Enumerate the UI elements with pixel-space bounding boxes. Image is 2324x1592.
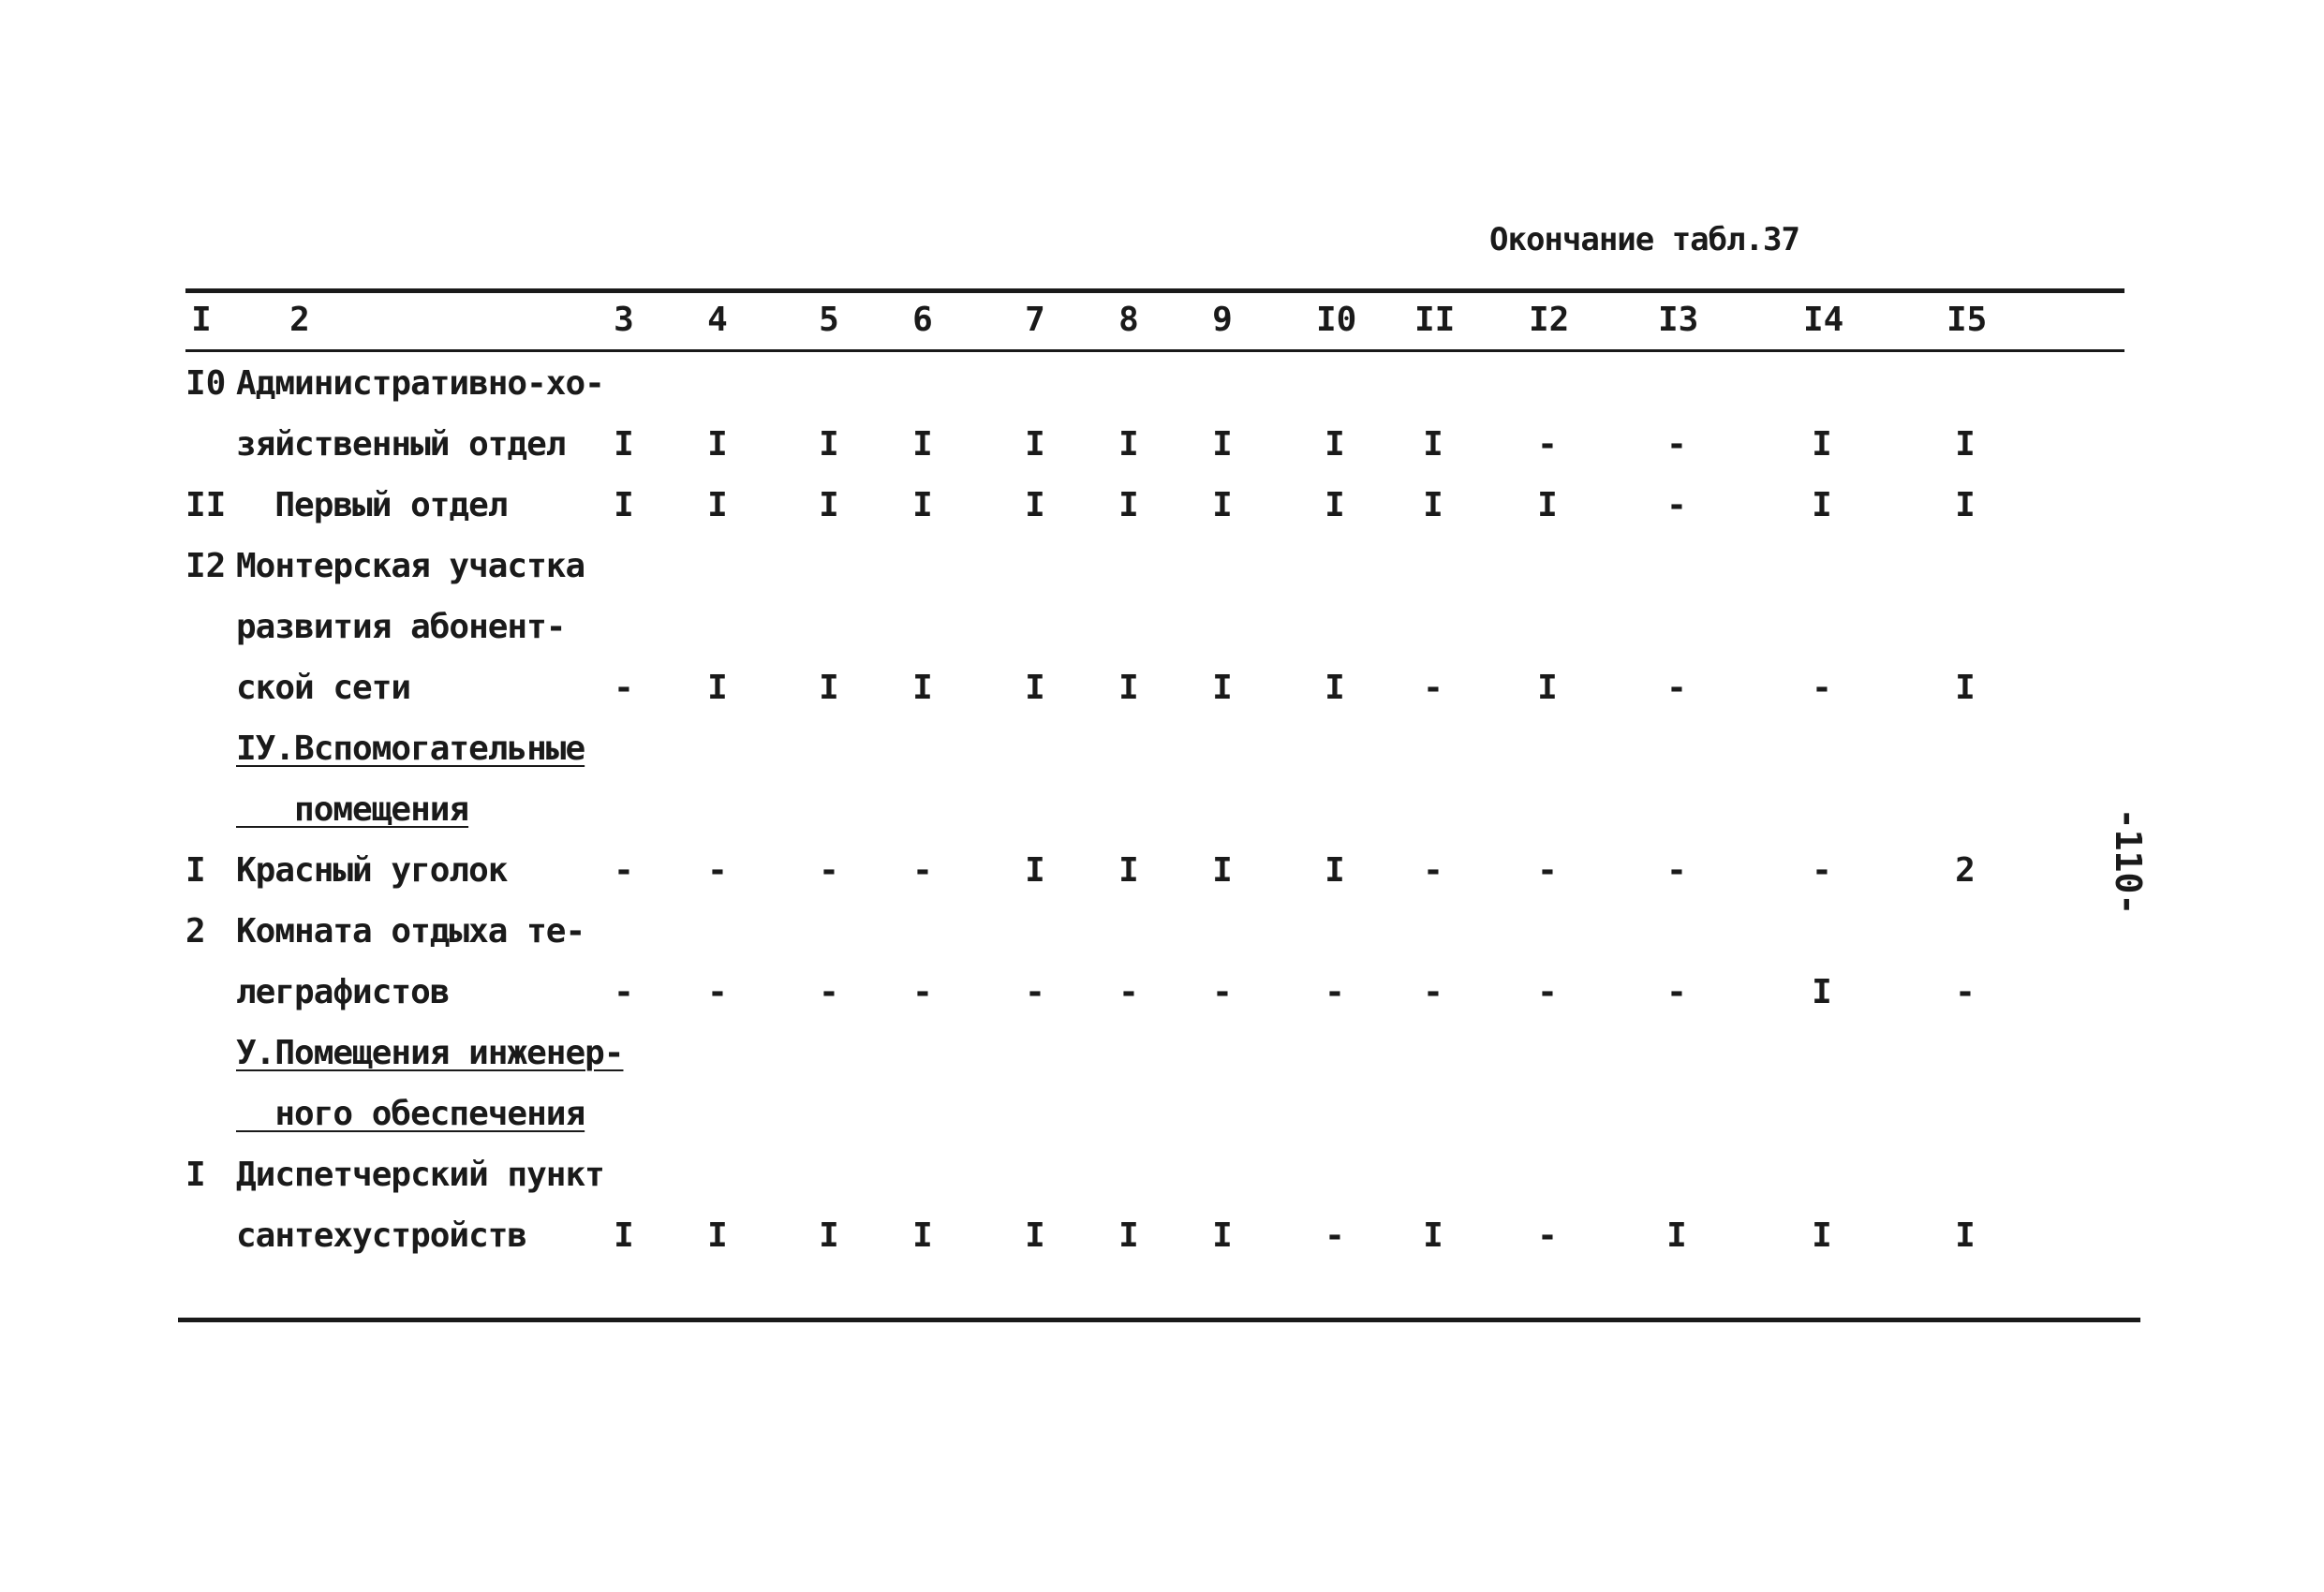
table-cell: - bbox=[819, 973, 839, 1011]
table-cell: - bbox=[1666, 669, 1687, 707]
section-heading: ного обеспечения bbox=[236, 1095, 585, 1133]
table-cell: I bbox=[1537, 486, 1558, 524]
table-caption: Окончание табл.37 bbox=[1489, 221, 1799, 258]
table-cell: I bbox=[819, 425, 839, 464]
row-label: зяйственный отдел bbox=[236, 425, 566, 464]
table-cell: I bbox=[912, 425, 933, 464]
table-cell: I bbox=[1537, 669, 1558, 707]
column-header: 3 bbox=[614, 301, 634, 339]
table-cell: I bbox=[1812, 425, 1832, 464]
table-cell: I bbox=[707, 669, 728, 707]
column-header: 9 bbox=[1212, 301, 1233, 339]
table-cell: - bbox=[1423, 851, 1443, 890]
table-cell: I bbox=[1423, 425, 1443, 464]
table-cell: I bbox=[912, 669, 933, 707]
table-cell: I bbox=[1666, 1216, 1687, 1255]
table-cell: I bbox=[1212, 486, 1233, 524]
table-cell: I bbox=[1955, 669, 1976, 707]
table-cell: - bbox=[1025, 973, 1045, 1011]
column-header: I0 bbox=[1316, 301, 1357, 339]
table-cell: - bbox=[614, 851, 634, 890]
table-cell: - bbox=[1666, 973, 1687, 1011]
table-top-rule bbox=[185, 288, 2124, 293]
row-label: Диспетчерский пункт bbox=[236, 1156, 604, 1194]
table-cell: - bbox=[1423, 973, 1443, 1011]
row-label: Комната отдыха те- bbox=[236, 912, 585, 951]
table-cell: I bbox=[707, 486, 728, 524]
table-cell: 2 bbox=[1955, 851, 1976, 890]
column-header: I3 bbox=[1658, 301, 1699, 339]
column-header: 2 bbox=[289, 301, 310, 339]
table-cell: - bbox=[1537, 851, 1558, 890]
row-label: развития абонент- bbox=[236, 608, 566, 646]
row-label: ской сети bbox=[236, 669, 411, 707]
table-cell: - bbox=[1537, 1216, 1558, 1255]
table-cell: - bbox=[707, 851, 728, 890]
table-cell: I bbox=[1212, 669, 1233, 707]
row-label: Красный уголок bbox=[236, 851, 508, 890]
table-cell: - bbox=[614, 669, 634, 707]
table-cell: I bbox=[1812, 973, 1832, 1011]
table-cell: - bbox=[1212, 973, 1233, 1011]
section-heading: помещения bbox=[236, 790, 469, 829]
table-cell: - bbox=[1666, 425, 1687, 464]
column-header: 4 bbox=[707, 301, 728, 339]
table-cell: I bbox=[1812, 486, 1832, 524]
table-cell: - bbox=[912, 973, 933, 1011]
table-cell: I bbox=[1423, 486, 1443, 524]
table-cell: I bbox=[1325, 486, 1345, 524]
table-cell: - bbox=[1325, 973, 1345, 1011]
table-cell: I bbox=[819, 669, 839, 707]
table-cell: I bbox=[1955, 486, 1976, 524]
table-cell: - bbox=[1537, 425, 1558, 464]
table-header-rule bbox=[185, 349, 2124, 352]
table-cell: I bbox=[1325, 425, 1345, 464]
table-cell: I bbox=[1212, 851, 1233, 890]
section-heading: IУ.Вспомогательные bbox=[236, 730, 585, 768]
table-cell: I bbox=[707, 1216, 728, 1255]
table-cell: I bbox=[1955, 425, 1976, 464]
table-cell: I bbox=[1325, 851, 1345, 890]
row-number: I2 bbox=[185, 547, 227, 585]
table-cell: I bbox=[1212, 1216, 1233, 1255]
table-cell: - bbox=[1537, 973, 1558, 1011]
column-header: 7 bbox=[1025, 301, 1045, 339]
table-cell: I bbox=[1118, 851, 1139, 890]
row-label: Монтерская участка bbox=[236, 547, 585, 585]
table-cell: I bbox=[1118, 486, 1139, 524]
table-cell: - bbox=[1812, 669, 1832, 707]
column-header: 6 bbox=[912, 301, 933, 339]
table-cell: - bbox=[1325, 1216, 1345, 1255]
column-header: I5 bbox=[1947, 301, 1988, 339]
row-number: I bbox=[185, 1156, 206, 1194]
table-cell: I bbox=[614, 486, 634, 524]
table-cell: I bbox=[1025, 851, 1045, 890]
row-number: 2 bbox=[185, 912, 206, 951]
row-label: сантехустройств bbox=[236, 1216, 527, 1255]
table-cell: - bbox=[1666, 851, 1687, 890]
table-cell: I bbox=[819, 1216, 839, 1255]
row-number: I bbox=[185, 851, 206, 890]
table-cell: I bbox=[1025, 425, 1045, 464]
table-cell: - bbox=[707, 973, 728, 1011]
table-cell: - bbox=[912, 851, 933, 890]
column-header: 8 bbox=[1118, 301, 1139, 339]
table-cell: - bbox=[1423, 669, 1443, 707]
table-cell: I bbox=[1118, 1216, 1139, 1255]
table-cell: I bbox=[912, 486, 933, 524]
table-cell: I bbox=[1118, 669, 1139, 707]
table-cell: I bbox=[1212, 425, 1233, 464]
table-cell: I bbox=[1025, 1216, 1045, 1255]
table-cell: - bbox=[819, 851, 839, 890]
table-cell: - bbox=[1118, 973, 1139, 1011]
table-cell: I bbox=[1812, 1216, 1832, 1255]
table-cell: I bbox=[1025, 669, 1045, 707]
row-number: I0 bbox=[185, 364, 227, 403]
table-cell: I bbox=[614, 1216, 634, 1255]
row-number: II bbox=[185, 486, 227, 524]
table-cell: I bbox=[1423, 1216, 1443, 1255]
row-label: Первый отдел bbox=[236, 486, 508, 524]
column-header: 5 bbox=[819, 301, 839, 339]
column-header: I2 bbox=[1529, 301, 1570, 339]
table-cell: - bbox=[1812, 851, 1832, 890]
row-label: леграфистов bbox=[236, 973, 450, 1011]
column-header: II bbox=[1414, 301, 1456, 339]
page-number: -110- bbox=[2108, 807, 2149, 916]
row-label: Административно-хо- bbox=[236, 364, 604, 403]
table-cell: - bbox=[1955, 973, 1976, 1011]
table-cell: I bbox=[1955, 1216, 1976, 1255]
table-cell: - bbox=[614, 973, 634, 1011]
table-cell: I bbox=[1025, 486, 1045, 524]
table-cell: I bbox=[614, 425, 634, 464]
table-cell: I bbox=[1325, 669, 1345, 707]
column-header: I bbox=[191, 301, 212, 339]
column-header: I4 bbox=[1803, 301, 1844, 339]
table-bottom-rule bbox=[178, 1318, 2140, 1322]
table-cell: I bbox=[819, 486, 839, 524]
table-cell: I bbox=[912, 1216, 933, 1255]
table-cell: - bbox=[1666, 486, 1687, 524]
section-heading: У.Помещения инженер- bbox=[236, 1034, 624, 1072]
table-cell: I bbox=[707, 425, 728, 464]
table-cell: I bbox=[1118, 425, 1139, 464]
